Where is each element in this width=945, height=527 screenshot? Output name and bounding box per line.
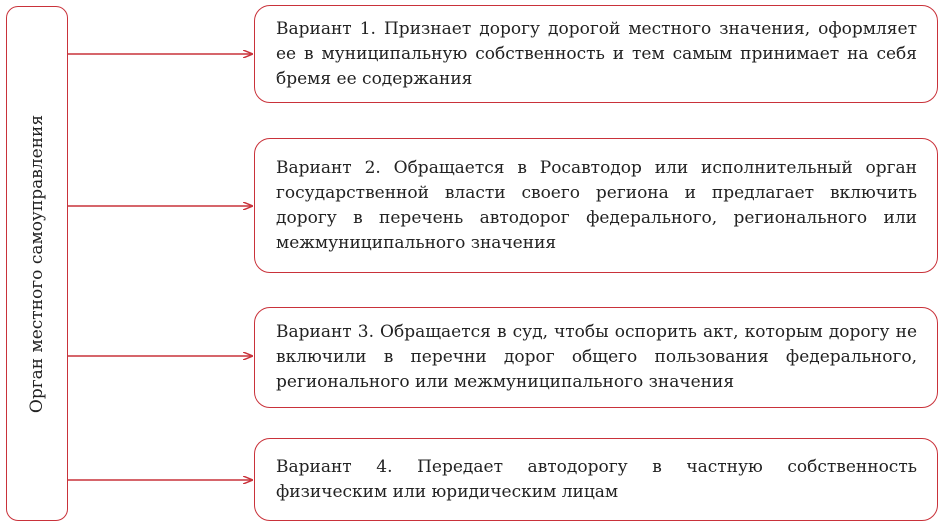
local-government-box <box>6 6 68 521</box>
option-box-3 <box>254 307 938 408</box>
option-text-3: Вариант 3. Обращается в суд, чтобы оспорить акт, которым дорогу не включили в перечни дорог общего пользования федерального, регионального или межмуниципального значения <box>276 322 917 392</box>
option-text-1: Вариант 1. Признает дорогу дорогой местного значения, оформляет ее в муниципальную собственность и тем самым принимает на себя бремя ее содержания <box>276 18 917 89</box>
local-government-label: Орган местного самоуправления <box>27 114 47 413</box>
option-text-2: Вариант 2. Обращается в Росавтодор или исполнительный орган государственной власти своего региона и предлагает включить дорогу в перечень автодорог федерального, регионального или межмуниципального значения <box>276 157 917 253</box>
option-box-2 <box>254 138 938 273</box>
option-box-1 <box>254 5 938 103</box>
option-box-4 <box>254 438 938 521</box>
option-text-4: Вариант 4. Передает автодорогу в частную собственность физическим или юридическим лицам <box>276 456 917 502</box>
